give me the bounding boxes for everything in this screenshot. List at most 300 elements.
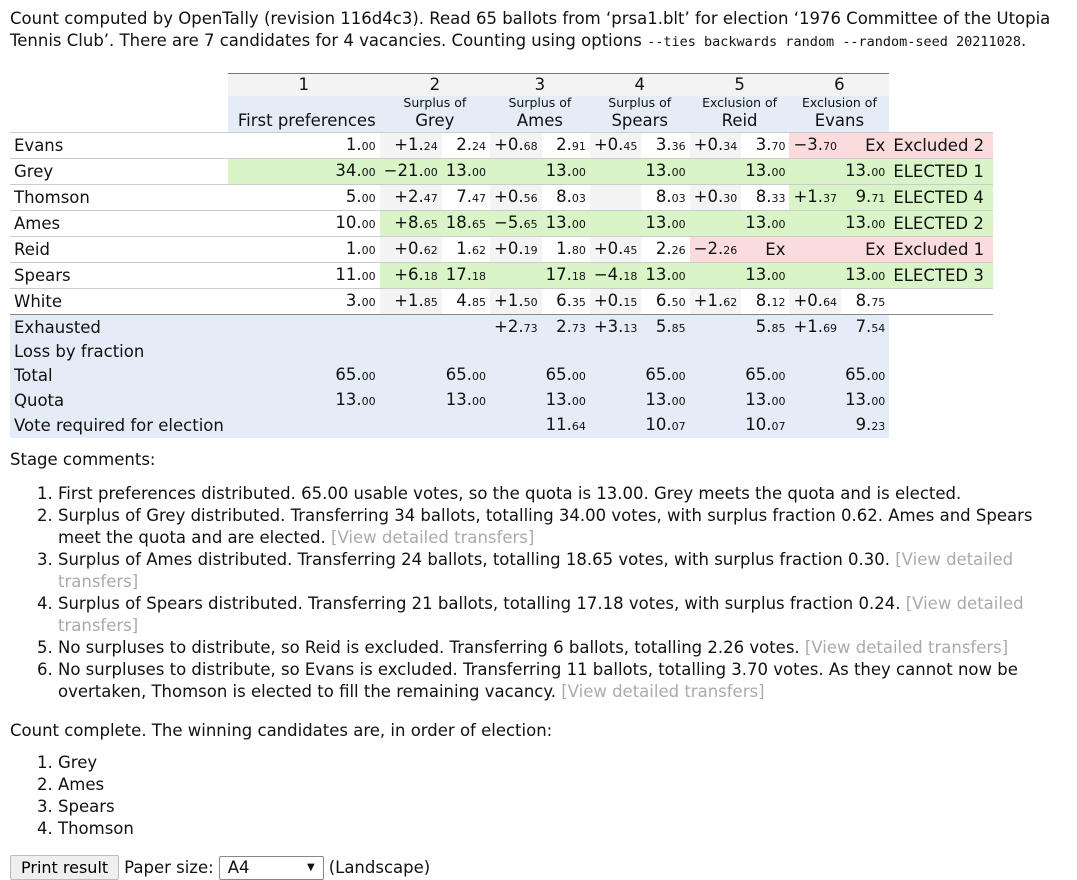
summary-status-blank: [889, 363, 993, 388]
candidate-name: Thomson: [10, 185, 228, 211]
stage-comments-heading: Stage comments:: [10, 450, 156, 469]
transfer-cell-int: +0.: [793, 291, 824, 310]
transfer-cell-frac: 65: [523, 218, 538, 231]
votes-cell-text: Ex: [865, 240, 886, 259]
summary-value: [228, 363, 380, 388]
votes-cell-text: Ex: [765, 240, 786, 259]
summary-value-frac: 54: [871, 322, 886, 335]
summary-value-int: 13.: [545, 390, 572, 409]
transfer-cell-frac: 00: [423, 166, 438, 179]
votes-cell: [442, 133, 490, 159]
options-code: --ties backwards random --random-seed 20211028: [647, 34, 1022, 50]
votes-cell: [841, 159, 889, 185]
transfer-cell: [380, 185, 442, 211]
summary-transfer: [789, 315, 841, 341]
votes-cell-int: 4.: [456, 291, 472, 310]
votes-cell-int: 1.: [345, 135, 362, 154]
stage-who-row: [10, 110, 993, 133]
candidate-status: ELECTED 1: [889, 159, 993, 185]
votes-cell-frac: 62: [472, 244, 486, 257]
votes-cell: [641, 263, 689, 289]
votes-cell: [228, 185, 380, 211]
transfer-cell: [690, 185, 742, 211]
stage-number-1: 1: [228, 74, 380, 97]
summary-value: [228, 315, 380, 341]
summary-value-int: 10.: [745, 415, 772, 434]
transfer-cell: [590, 263, 642, 289]
candidate-name: Reid: [10, 237, 228, 263]
stage-comment: [58, 549, 1067, 593]
votes-cell: [542, 211, 590, 237]
winners-list: [10, 752, 1067, 840]
transfer-cell-frac: 47: [423, 192, 438, 205]
stage-comment: [58, 505, 1067, 549]
transfer-cell-int: −4.: [593, 265, 624, 284]
votes-cell-int: 17.: [545, 265, 572, 284]
candidate-row: [10, 237, 993, 263]
votes-cell-int: 8.: [855, 291, 872, 310]
votes-cell: [641, 185, 689, 211]
transfer-cell: [590, 289, 642, 315]
votes-cell-frac: 85: [472, 296, 486, 309]
votes-cell-int: 3.: [755, 135, 772, 154]
votes-cell-frac: 12: [771, 296, 786, 309]
transfer-cell: [490, 133, 542, 159]
stage-number-5: 5: [690, 74, 790, 97]
summary-value-int: 7.: [855, 317, 872, 336]
stage-comment-text: No surpluses to distribute, so Evans is excluded. Transferring 11 ballots, totalling 3.70 votes. As they cannot now be overtaken, Thomson is elected to fill the remaining vacancy.: [58, 660, 1018, 701]
summary-value-int: 13.: [845, 390, 872, 409]
transfer-cell-int: +0.: [593, 291, 624, 310]
votes-cell-int: 13.: [745, 213, 772, 232]
votes-cell-frac: 00: [571, 166, 586, 179]
summary-transfer: [490, 315, 542, 341]
votes-cell: [442, 211, 490, 237]
summary-value-frac: 00: [472, 370, 486, 383]
summary-status-blank: [889, 388, 993, 413]
transfer-cell: [380, 133, 442, 159]
winner-item: 4. Thomson: [58, 818, 1067, 840]
votes-cell-frac: 00: [671, 218, 686, 231]
summary-value: [841, 363, 889, 388]
view-detailed-transfers-link[interactable]: [View detailed transfers]: [331, 528, 535, 547]
count-complete-text: Count complete. The winning candidates are, in order of election:: [10, 721, 553, 740]
votes-cell-frac: 00: [771, 218, 786, 231]
transfer-cell-frac: 18: [423, 270, 438, 283]
votes-cell-int: 13.: [545, 213, 572, 232]
summary-transfer: [590, 363, 642, 388]
votes-cell-frac: 80: [571, 244, 586, 257]
votes-cell-frac: 50: [671, 296, 686, 309]
votes-cell-int: 5.: [345, 187, 362, 206]
print-result-button[interactable]: Print result: [10, 855, 119, 880]
summary-value-int: 13.: [335, 390, 362, 409]
view-detailed-transfers-link[interactable]: [View detailed transfers]: [58, 550, 1014, 591]
summary-value-int: 65.: [335, 365, 362, 384]
summary-row: [10, 315, 993, 341]
votes-cell-frac: 00: [361, 140, 376, 153]
stage-who-5: Reid: [690, 110, 790, 133]
summary-value-frac: 00: [671, 370, 686, 383]
stage-kind-5: Exclusion of: [690, 96, 790, 110]
votes-cell-int: 7.: [456, 187, 472, 206]
stage-number-6: 6: [789, 74, 889, 97]
votes-cell-frac: 00: [671, 270, 686, 283]
summary-value: [442, 340, 490, 363]
summary-value: [442, 315, 490, 341]
votes-cell-frac: 00: [871, 270, 886, 283]
stage-who-2: Grey: [380, 110, 490, 133]
votes-cell: [641, 133, 689, 159]
summary-transfer: [590, 340, 642, 363]
winner-item: 2. Ames: [58, 774, 1067, 796]
transfer-cell: [590, 211, 642, 237]
stage-number-2: 2: [380, 74, 490, 97]
summary-value-int: 5.: [755, 317, 772, 336]
stage-comment: [58, 593, 1067, 637]
summary-transfer: [590, 315, 642, 341]
stage-comment-text: Surplus of Spears distributed. Transferring 21 ballots, totalling 17.18 votes, with surplus fraction 0.24.: [58, 594, 906, 613]
summary-value-int: 65.: [445, 365, 472, 384]
votes-cell-int: 1.: [345, 239, 362, 258]
view-detailed-transfers-link[interactable]: [View detailed transfers]: [58, 594, 1024, 635]
transfer-cell-int: +0.: [494, 187, 524, 206]
summary-value-int: 65.: [645, 365, 672, 384]
summary-value: [841, 315, 889, 341]
transfer-cell: [590, 159, 642, 185]
summary-transfer: [380, 363, 442, 388]
summary-transfer: [490, 388, 542, 413]
transfer-cell-int: +0.: [394, 239, 424, 258]
votes-cell-int: 13.: [545, 161, 572, 180]
votes-cell-frac: 00: [361, 244, 376, 257]
votes-cell: [841, 185, 889, 211]
summary-value-frac: 07: [771, 420, 786, 433]
votes-cell-frac: 00: [361, 192, 376, 205]
summary-transfer: [490, 413, 542, 438]
summary-value: [228, 388, 380, 413]
votes-cell: [442, 263, 490, 289]
votes-cell-int: 6.: [655, 291, 672, 310]
summary-transfer-frac: 69: [823, 322, 838, 335]
summary-transfer: [789, 388, 841, 413]
votes-cell-int: 6.: [556, 291, 572, 310]
transfer-cell-int: +1.: [394, 291, 424, 310]
votes-cell-int: 13.: [645, 161, 672, 180]
summary-transfer: [690, 413, 742, 438]
votes-cell-frac: 24: [472, 140, 486, 153]
stage-who-4: Spears: [590, 110, 690, 133]
votes-cell: [741, 289, 789, 315]
stage-kind-1: [228, 96, 380, 110]
candidate-row: [10, 185, 993, 211]
transfer-cell-frac: 26: [723, 244, 738, 257]
votes-cell-int: 13.: [845, 265, 872, 284]
votes-cell-frac: 18: [472, 270, 486, 283]
summary-value-frac: 00: [571, 370, 586, 383]
votes-cell-frac: 36: [671, 140, 686, 153]
transfer-cell: [380, 159, 442, 185]
summary-value: [641, 363, 689, 388]
summary-label: Vote required for election: [10, 413, 228, 438]
votes-cell: [442, 159, 490, 185]
summary-value-frac: 00: [771, 395, 786, 408]
summary-value-int: 65.: [545, 365, 572, 384]
transfer-cell-frac: 62: [423, 244, 438, 257]
transfer-cell: [789, 263, 841, 289]
summary-transfer: [380, 388, 442, 413]
summary-value-frac: 00: [571, 395, 586, 408]
stage-comment: [58, 659, 1067, 703]
votes-cell: [641, 289, 689, 315]
transfer-cell-frac: 65: [423, 218, 438, 231]
candidate-status: Excluded 1: [889, 237, 993, 263]
votes-cell: [741, 211, 789, 237]
summary-value: [641, 413, 689, 438]
votes-cell-int: 17.: [445, 265, 472, 284]
votes-cell-int: 8.: [655, 187, 672, 206]
candidate-row: [10, 211, 993, 237]
transfer-cell-frac: 45: [623, 244, 638, 257]
transfer-cell: [789, 185, 841, 211]
summary-value: [841, 413, 889, 438]
transfer-cell: [380, 263, 442, 289]
summary-value-int: 65.: [745, 365, 772, 384]
transfer-cell-int: +0.: [693, 187, 724, 206]
transfer-cell: [690, 263, 742, 289]
votes-cell-frac: 35: [571, 296, 586, 309]
votes-cell-frac: 00: [771, 270, 786, 283]
candidate-name: Evans: [10, 133, 228, 159]
summary-transfer: [789, 363, 841, 388]
candidate-row: [10, 133, 993, 159]
candidate-row: [10, 289, 993, 315]
summary-transfer: [789, 413, 841, 438]
stage-kind-3: Surplus of: [490, 96, 590, 110]
stage-comments-list: [10, 483, 1067, 703]
summary-value-frac: 00: [472, 395, 486, 408]
summary-transfer: [380, 315, 442, 341]
candidate-name: Grey: [10, 159, 228, 185]
transfer-cell-frac: 85: [423, 296, 438, 309]
summary-value-frac: 23: [871, 420, 886, 433]
transfer-cell: [490, 211, 542, 237]
summary-value-int: 2.: [556, 317, 572, 336]
transfer-cell-frac: 56: [523, 192, 538, 205]
stage-number-3: 3: [490, 74, 590, 97]
votes-cell-text: Ex: [865, 136, 886, 155]
summary-value-frac: 73: [571, 322, 586, 335]
summary-value: [741, 388, 789, 413]
view-detailed-transfers-link[interactable]: [View detailed transfers]: [561, 682, 765, 701]
stage-kind-6: Exclusion of: [789, 96, 889, 110]
summary-label: Exhausted: [10, 315, 228, 341]
summary-transfer: [690, 315, 742, 341]
votes-cell: [641, 237, 689, 263]
summary-transfer: [590, 388, 642, 413]
stage-comment-text: First preferences distributed. 65.00 usable votes, so the quota is 13.00. Grey meets the quota and is elected.: [58, 484, 962, 503]
votes-cell-int: 3.: [345, 291, 362, 310]
stage-who-1: First preferences: [228, 110, 380, 133]
transfer-cell-int: +1.: [693, 291, 724, 310]
votes-cell-frac: 00: [871, 218, 886, 231]
candidate-row: [10, 159, 993, 185]
stage-comment-text: Surplus of Grey distributed. Transferring 34 ballots, totalling 34.00 votes, with surplus fraction 0.62. Ames and Spears meet the quota and are elected.: [58, 506, 1033, 547]
transfer-cell-int: +1.: [793, 187, 824, 206]
transfer-cell: [490, 289, 542, 315]
transfer-cell: [380, 237, 442, 263]
transfer-cell-int: +2.: [394, 187, 424, 206]
votes-cell-frac: 75: [871, 296, 886, 309]
summary-value-int: 9.: [855, 415, 872, 434]
candidate-name: White: [10, 289, 228, 315]
transfer-cell-int: −2.: [693, 239, 724, 258]
votes-cell-frac: 00: [571, 218, 586, 231]
summary-value-frac: 85: [671, 322, 686, 335]
header-corner-2: [10, 96, 228, 110]
paper-size-select[interactable]: [219, 856, 324, 880]
candidate-row: [10, 263, 993, 289]
votes-cell: [542, 237, 590, 263]
votes-cell-frac: 18: [571, 270, 586, 283]
transfer-cell: [490, 185, 542, 211]
votes-cell: [542, 159, 590, 185]
stage-comment-text: Surplus of Ames distributed. Transferring 24 ballots, totalling 18.65 votes, with surplus fraction 0.30.: [58, 550, 896, 569]
count-description: [10, 8, 1067, 53]
votes-cell-frac: 65: [472, 218, 486, 231]
summary-value-frac: 64: [571, 420, 586, 433]
summary-value-int: 13.: [745, 390, 772, 409]
candidate-status: ELECTED 2: [889, 211, 993, 237]
votes-cell-int: 10.: [335, 213, 362, 232]
results-table: [10, 73, 993, 438]
candidate-status: [889, 289, 993, 315]
summary-label: Total: [10, 363, 228, 388]
transfer-cell-frac: 37: [823, 192, 838, 205]
transfer-cell: [590, 237, 642, 263]
votes-cell: [841, 289, 889, 315]
votes-cell: [542, 289, 590, 315]
transfer-cell-frac: 45: [623, 140, 638, 153]
summary-value: [641, 388, 689, 413]
summary-transfer-int: +1.: [793, 317, 824, 336]
transfer-cell-frac: 70: [823, 140, 838, 153]
stage-kind-4: Surplus of: [590, 96, 690, 110]
transfer-cell-int: −5.: [494, 213, 524, 232]
summary-value-int: 13.: [645, 390, 672, 409]
votes-cell: [542, 263, 590, 289]
votes-cell: [228, 263, 380, 289]
votes-cell-frac: 00: [671, 166, 686, 179]
summary-row: [10, 413, 993, 438]
transfer-cell-int: +0.: [593, 135, 624, 154]
transfer-cell-frac: 18: [623, 270, 638, 283]
summary-transfer: [490, 363, 542, 388]
votes-cell-int: 1.: [556, 239, 572, 258]
votes-cell-frac: 33: [771, 192, 786, 205]
stage-comment: [58, 637, 1067, 659]
transfer-cell-int: +0.: [693, 135, 724, 154]
summary-value-int: 5.: [655, 317, 672, 336]
transfer-cell-int: +0.: [494, 135, 524, 154]
votes-cell-int: 9.: [855, 187, 872, 206]
transfer-cell-int: +8.: [394, 213, 424, 232]
votes-cell-int: 13.: [845, 161, 872, 180]
view-detailed-transfers-link[interactable]: [View detailed transfers]: [804, 638, 1009, 657]
stage-number-row: [10, 74, 993, 97]
votes-cell-frac: 00: [361, 270, 376, 283]
stage-kind-2: Surplus of: [380, 96, 490, 110]
votes-cell: [641, 159, 689, 185]
candidate-name: Ames: [10, 211, 228, 237]
transfer-cell-frac: 19: [523, 244, 538, 257]
summary-value: [841, 388, 889, 413]
votes-cell-int: 11.: [335, 265, 362, 284]
transfer-cell-int: +0.: [593, 239, 624, 258]
chevron-down-icon: ▼: [306, 862, 315, 873]
votes-cell-int: 34.: [335, 161, 362, 180]
summary-row: [10, 340, 993, 363]
summary-transfer-frac: 73: [523, 322, 538, 335]
summary-value: [542, 388, 590, 413]
transfer-cell-int: +0.: [494, 239, 524, 258]
summary-value: [542, 315, 590, 341]
summary-transfer: [590, 413, 642, 438]
transfer-cell: [690, 211, 742, 237]
summary-value-frac: 07: [671, 420, 686, 433]
transfer-cell-frac: 15: [623, 296, 638, 309]
summary-value: [442, 413, 490, 438]
votes-cell-frac: 00: [361, 166, 376, 179]
summary-transfer: [690, 363, 742, 388]
votes-cell-int: 13.: [645, 213, 672, 232]
summary-value-int: 13.: [445, 390, 472, 409]
stage-comment: [58, 483, 1067, 505]
transfer-cell-frac: 64: [823, 296, 838, 309]
summary-transfer: [380, 413, 442, 438]
votes-cell-frac: 03: [671, 192, 686, 205]
summary-value: [442, 388, 490, 413]
print-controls: [10, 855, 1067, 880]
votes-cell-int: 2.: [456, 135, 472, 154]
votes-cell: [442, 237, 490, 263]
transfer-cell: [490, 237, 542, 263]
transfer-cell: [789, 237, 841, 263]
summary-value-frac: 00: [771, 370, 786, 383]
votes-cell: [542, 133, 590, 159]
votes-cell: [841, 237, 889, 263]
candidate-status: ELECTED 4: [889, 185, 993, 211]
votes-cell-int: 13.: [845, 213, 872, 232]
summary-value-frac: 00: [361, 370, 376, 383]
votes-cell: [741, 159, 789, 185]
summary-value-frac: 00: [871, 370, 886, 383]
summary-value: [741, 340, 789, 363]
votes-cell: [841, 211, 889, 237]
votes-cell-int: 2.: [655, 239, 672, 258]
transfer-cell-int: −21.: [383, 161, 424, 180]
votes-cell-int: 3.: [655, 135, 672, 154]
votes-cell-int: 13.: [745, 161, 772, 180]
summary-value-frac: 00: [361, 395, 376, 408]
transfer-cell: [380, 289, 442, 315]
summary-value-int: 11.: [545, 415, 572, 434]
transfer-cell-int: +1.: [494, 291, 524, 310]
votes-cell-frac: 00: [472, 166, 486, 179]
summary-value-frac: 00: [671, 395, 686, 408]
votes-cell-frac: 26: [671, 244, 686, 257]
transfer-cell: [789, 133, 841, 159]
